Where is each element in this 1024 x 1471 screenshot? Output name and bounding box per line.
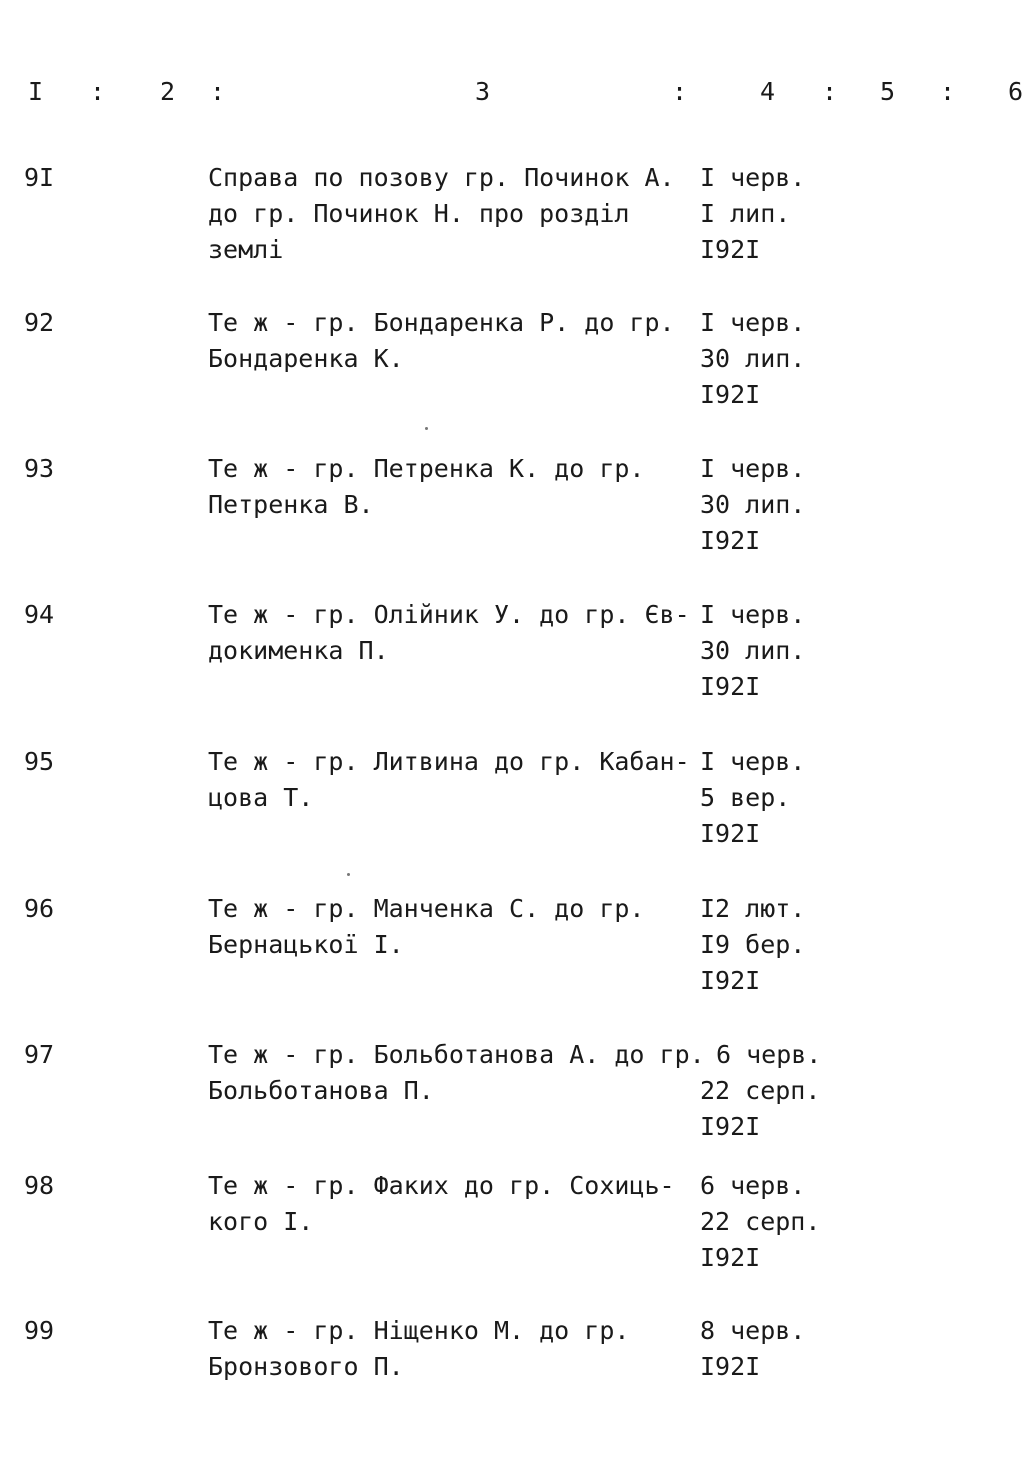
description-line: Бронзового П.: [208, 1352, 404, 1381]
end-date: 30 лип.: [700, 490, 806, 519]
case-dates: [700, 1313, 900, 1385]
case-dates: [700, 891, 900, 999]
case-description: [208, 891, 708, 963]
description-line: Те ж - гр. Бондаренка Р. до гр.: [208, 308, 675, 337]
description-line: цова Т.: [208, 783, 314, 812]
paper-speck: [425, 427, 428, 430]
description-line: Те ж - гр. Ніщенко М. до гр.: [208, 1316, 630, 1345]
col-3-label: 3: [475, 77, 491, 106]
year: I92I: [700, 1352, 761, 1381]
case-description: [208, 1037, 728, 1109]
case-number: 97: [24, 1040, 55, 1069]
description-line: Те ж - гр. Больботанова А. до гр.: [208, 1040, 705, 1069]
case-number: 9I: [24, 163, 55, 192]
case-dates: [700, 597, 900, 705]
description-line: Бернацької І.: [208, 930, 404, 959]
case-number: 96: [24, 894, 55, 923]
case-description: [208, 160, 708, 268]
year: I92I: [700, 235, 761, 264]
end-date: I лип.: [700, 199, 791, 228]
case-description: [208, 1168, 708, 1240]
start-date: I черв.: [700, 163, 806, 192]
case-dates: [700, 305, 900, 413]
start-date: 6 черв.: [700, 1171, 806, 1200]
case-description: [208, 305, 708, 377]
description-line: Те ж - гр. Манченка С. до гр.: [208, 894, 645, 923]
case-number: 95: [24, 747, 55, 776]
paper-speck: [347, 873, 350, 876]
start-date: I черв.: [700, 454, 806, 483]
description-line: Справа по позову гр. Починок А.: [208, 163, 675, 192]
year: I92I: [700, 966, 761, 995]
case-number: 94: [24, 600, 55, 629]
start-date: 6 черв.: [716, 1040, 822, 1069]
description-line: землі: [208, 235, 284, 264]
col-1-label: I: [28, 77, 44, 106]
end-date: 30 лип.: [700, 636, 806, 665]
year: I92I: [700, 1243, 761, 1272]
description-line: Петренка В.: [208, 490, 374, 519]
col-separator: :: [940, 77, 956, 106]
case-description: [208, 597, 708, 669]
col-separator: :: [822, 77, 838, 106]
end-date: 22 серп.: [700, 1207, 821, 1236]
case-dates: [700, 160, 900, 268]
description-line: докименка П.: [208, 636, 389, 665]
description-line: Те ж - гр. Петренка К. до гр.: [208, 454, 645, 483]
description-line: Те ж - гр. Литвина до гр. Кабан-: [208, 747, 690, 776]
case-dates: [700, 1168, 900, 1276]
col-5-label: 5: [880, 77, 896, 106]
col-6-label: 6: [1008, 77, 1024, 106]
start-date: I черв.: [700, 600, 806, 629]
case-dates: [700, 1037, 900, 1145]
start-date: I2 лют.: [700, 894, 806, 923]
start-date: I черв.: [700, 747, 806, 776]
year: I92I: [700, 819, 761, 848]
description-line: кого І.: [208, 1207, 314, 1236]
description-line: Те ж - гр. Факих до гр. Сохиць-: [208, 1171, 675, 1200]
case-number: 99: [24, 1316, 55, 1345]
description-line: до гр. Починок Н. про розділ: [208, 199, 630, 228]
case-number: 93: [24, 454, 55, 483]
case-dates: [700, 451, 900, 559]
column-header: [0, 74, 1024, 110]
description-line: Больботанова П.: [208, 1076, 434, 1105]
end-date: 5 вер.: [700, 783, 791, 812]
year: I92I: [700, 1112, 761, 1141]
end-date: 30 лип.: [700, 344, 806, 373]
description-line: Бондаренка К.: [208, 344, 404, 373]
col-2-label: 2: [160, 77, 176, 106]
col-separator: :: [90, 77, 106, 106]
col-separator: :: [210, 77, 226, 106]
case-description: [208, 451, 708, 523]
start-date: I черв.: [700, 308, 806, 337]
end-date: 22 серп.: [700, 1076, 821, 1105]
case-dates: [700, 744, 900, 852]
description-line: Те ж - гр. Олійник У. до гр. Єв-: [208, 600, 690, 629]
start-date: 8 черв.: [700, 1316, 806, 1345]
year: I92I: [700, 380, 761, 409]
case-description: [208, 1313, 708, 1385]
case-description: [208, 744, 708, 816]
case-number: 92: [24, 308, 55, 337]
case-number: 98: [24, 1171, 55, 1200]
year: I92I: [700, 672, 761, 701]
year: I92I: [700, 526, 761, 555]
col-4-label: 4: [760, 77, 776, 106]
end-date: I9 бер.: [700, 930, 806, 959]
col-separator: :: [672, 77, 688, 106]
